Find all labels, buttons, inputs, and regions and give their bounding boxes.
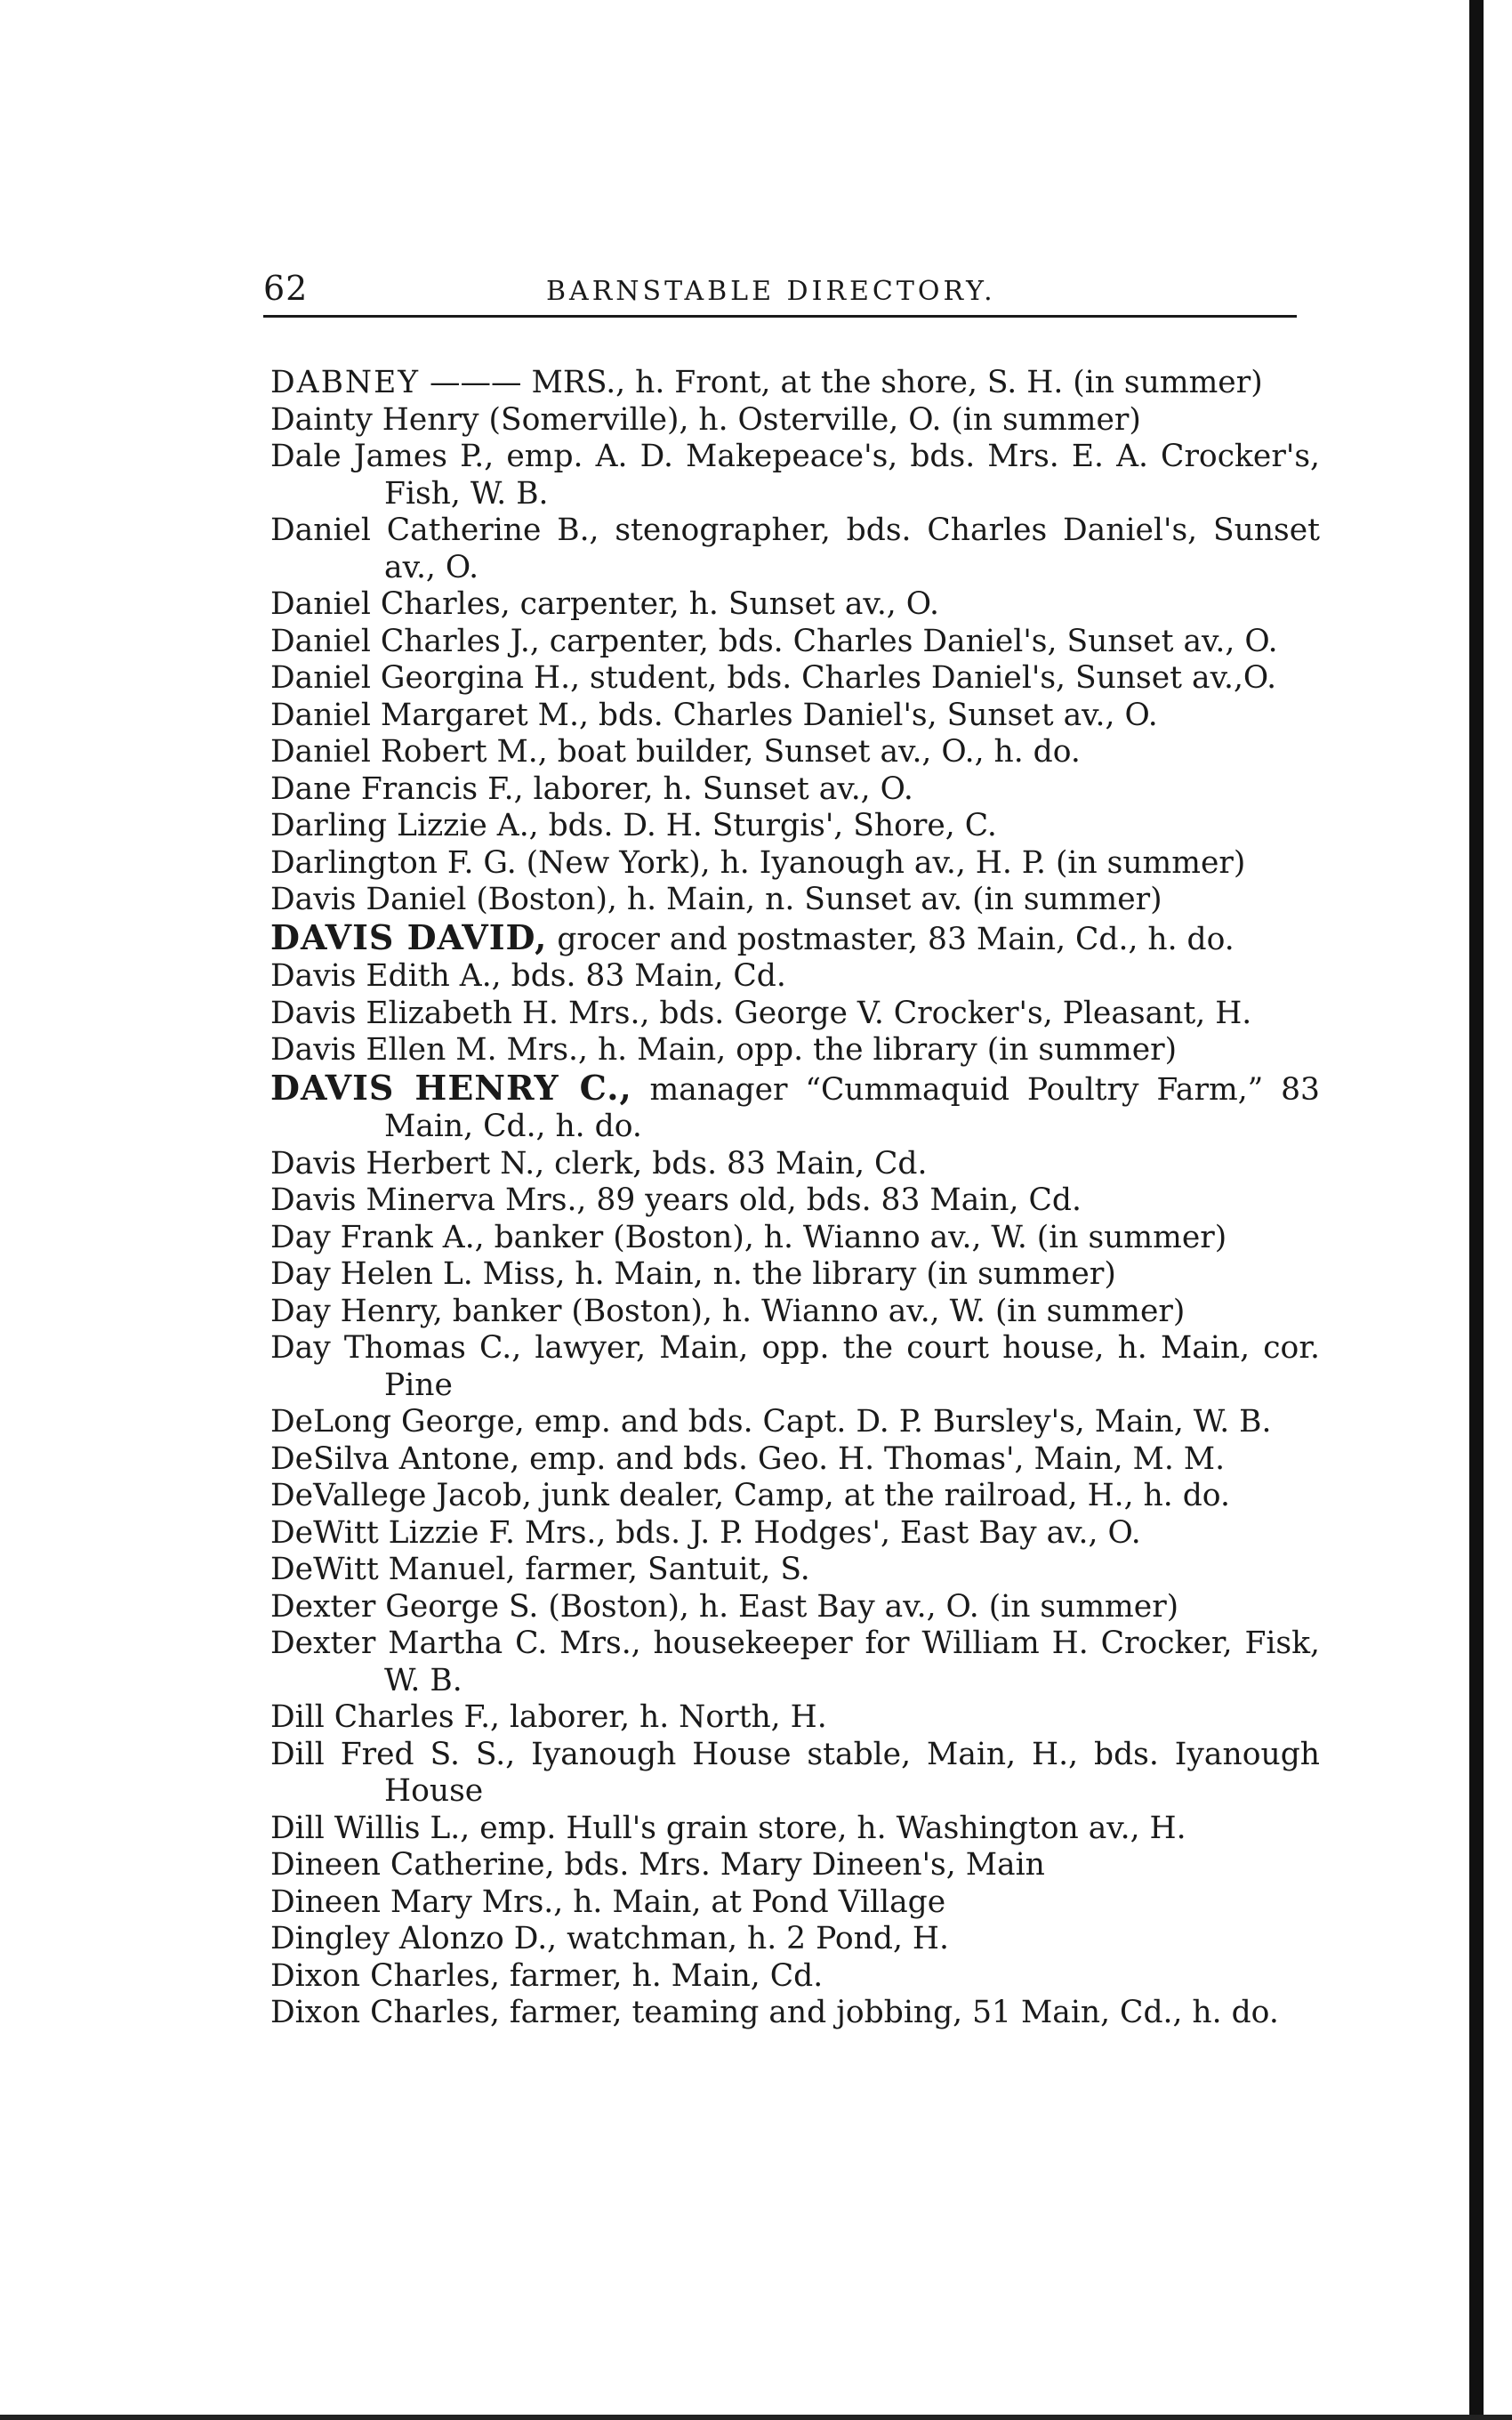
directory-entry bbox=[270, 586, 1320, 624]
scan-border-bottom bbox=[0, 2415, 1512, 2420]
entry-detail: Iyanough House stable, Main, H., bds. Iyanough House bbox=[384, 1736, 1320, 1809]
directory-entry bbox=[270, 1032, 1320, 1069]
header-rule bbox=[263, 315, 1297, 318]
entry-detail: (Boston), h. East Bay av., O. (in summer) bbox=[538, 1588, 1179, 1625]
entry-name: Dill Charles F., bbox=[270, 1699, 501, 1735]
entry-detail: laborer, h. North, H. bbox=[500, 1699, 827, 1735]
directory-entry bbox=[270, 1811, 1320, 1848]
entry-detail: farmer, teaming and jobbing, 51 Main, Cd., h. do. bbox=[499, 1995, 1279, 2030]
entry-detail: carpenter, h. Sunset av., O. bbox=[510, 586, 939, 622]
page-header bbox=[263, 267, 1297, 310]
entry-name: Davis Daniel bbox=[270, 882, 467, 917]
directory-entries bbox=[270, 365, 1320, 2032]
entry-name: DeWitt Manuel, bbox=[270, 1552, 516, 1587]
entry-detail: student, bds. Charles Daniel's, Sunset av.,O. bbox=[580, 660, 1277, 696]
directory-entry bbox=[270, 808, 1320, 845]
entry-name: DAVIS HENRY C., bbox=[270, 1067, 632, 1108]
entry-name: Dineen Catherine, bbox=[270, 1847, 555, 1883]
entry-name: Davis Minerva Mrs., bbox=[270, 1182, 587, 1218]
entry-detail: watchman, h. 2 Pond, H. bbox=[557, 1921, 949, 1956]
directory-entry bbox=[270, 660, 1320, 698]
entry-name: Darlington F. G. bbox=[270, 844, 517, 881]
entry-detail: bds. George V. Crocker's, Pleasant, H. bbox=[649, 995, 1252, 1031]
entry-name: DeVallege Jacob, bbox=[270, 1478, 532, 1513]
entry-detail: bds. J. P. Hodges', East Bay av., O. bbox=[606, 1514, 1141, 1551]
directory-entry bbox=[270, 1404, 1320, 1441]
directory-entry bbox=[270, 1699, 1320, 1737]
directory-entry bbox=[270, 1995, 1320, 2032]
entry-name: Daniel Catherine B., bbox=[270, 512, 599, 548]
entry-detail: h. Main, at Pond Village bbox=[563, 1884, 946, 1920]
directory-entry bbox=[270, 1441, 1320, 1479]
entry-name: Daniel Robert M., bbox=[270, 734, 548, 770]
entry-name: Daniel Charles, bbox=[270, 586, 511, 622]
entry-detail: emp. and bds. Capt. D. P. Bursley's, Main, W. B. bbox=[524, 1404, 1272, 1440]
directory-entry bbox=[270, 1330, 1320, 1404]
entry-name: Dixon Charles, bbox=[270, 1957, 500, 1994]
running-head: BARNSTABLE DIRECTORY. bbox=[546, 276, 996, 307]
entry-detail: bds. 83 Main, Cd. bbox=[501, 958, 786, 994]
entry-name: DeWitt Lizzie F. Mrs., bbox=[270, 1514, 607, 1551]
scan-border-right bbox=[1469, 0, 1484, 2420]
entry-detail: farmer, Santuit, S. bbox=[515, 1552, 810, 1587]
directory-entry bbox=[270, 1625, 1320, 1699]
directory-entry bbox=[270, 1069, 1320, 1146]
directory-entry bbox=[270, 1847, 1320, 1884]
entry-name: DABNEY bbox=[270, 365, 421, 400]
directory-entry bbox=[270, 439, 1320, 512]
entry-detail: laborer, h. Sunset av., O. bbox=[523, 770, 913, 807]
entry-name: Davis Elizabeth H. Mrs., bbox=[270, 995, 650, 1031]
directory-entry bbox=[270, 402, 1320, 440]
directory-entry bbox=[270, 1146, 1320, 1183]
directory-entry bbox=[270, 958, 1320, 996]
entry-name: Dale James P., bbox=[270, 439, 495, 474]
entry-name: Dane Francis F., bbox=[270, 770, 524, 807]
entry-name: Dexter Martha C. Mrs., bbox=[270, 1625, 641, 1661]
directory-entry bbox=[270, 1256, 1320, 1294]
entry-detail: clerk, bds. 83 Main, Cd. bbox=[544, 1145, 928, 1182]
entry-detail: emp. A. D. Makepeace's, bds. Mrs. E. A. Crocker's, Fish, W. B. bbox=[384, 439, 1320, 512]
page-number: 62 bbox=[263, 269, 309, 308]
directory-entry bbox=[270, 916, 1320, 959]
directory-entry bbox=[270, 734, 1320, 771]
entry-detail: emp. and bds. Geo. H. Thomas', Main, M. M. bbox=[519, 1440, 1226, 1477]
entry-detail: bds. D. H. Sturgis', Shore, C. bbox=[538, 808, 997, 843]
entry-detail: (New York), h. Iyanough av., H. P. (in summer) bbox=[516, 844, 1246, 881]
entry-name: DeSilva Antone, bbox=[270, 1440, 520, 1477]
directory-entry bbox=[270, 771, 1320, 809]
entry-detail: (Boston), h. Main, n. Sunset av. (in summer) bbox=[466, 882, 1162, 917]
directory-entry bbox=[270, 1589, 1320, 1626]
entry-detail: h. Main, n. the library (in summer) bbox=[565, 1256, 1116, 1292]
entry-detail: 89 years old, bds. 83 Main, Cd. bbox=[586, 1182, 1082, 1218]
entry-detail: banker (Boston), h. Wianno av., W. (in summer) bbox=[484, 1219, 1227, 1255]
entry-name: Dixon Charles, bbox=[270, 1995, 500, 2030]
directory-entry bbox=[270, 698, 1320, 735]
entry-name: Dainty Henry bbox=[270, 401, 479, 438]
entry-detail: farmer, h. Main, Cd. bbox=[499, 1957, 824, 1994]
entry-name: Dingley Alonzo D., bbox=[270, 1921, 558, 1956]
entry-name: DAVIS DAVID, bbox=[270, 916, 548, 957]
entry-name: Dineen Mary Mrs., bbox=[270, 1884, 564, 1920]
entry-name: Daniel Georgina H., bbox=[270, 660, 581, 696]
entry-name: Davis Ellen M. Mrs., bbox=[270, 1032, 588, 1068]
entry-detail: boat builder, Sunset av., O., h. do. bbox=[547, 734, 1081, 770]
entry-detail: grocer and postmaster, 83 Main, Cd., h. do. bbox=[547, 921, 1235, 957]
directory-entry bbox=[270, 1884, 1320, 1922]
entry-detail: bds. Mrs. Mary Dineen's, Main bbox=[554, 1847, 1045, 1883]
entry-name: Dexter George S. bbox=[270, 1588, 539, 1625]
entry-name: Dill Willis L., bbox=[270, 1810, 470, 1846]
entry-detail: housekeeper for William H. Crocker, Fisk, W. B. bbox=[384, 1625, 1320, 1698]
entry-name: Day Frank A., bbox=[270, 1219, 485, 1255]
entry-detail: h. Main, opp. the library (in summer) bbox=[588, 1032, 1178, 1068]
directory-entry bbox=[270, 1294, 1320, 1331]
entry-detail: stenographer, bds. Charles Daniel's, Sunset av., O. bbox=[384, 512, 1321, 585]
directory-entry bbox=[270, 624, 1320, 661]
entry-name: Day Thomas C., bbox=[270, 1330, 522, 1366]
entry-name: Davis Herbert N., bbox=[270, 1145, 545, 1182]
directory-entry bbox=[270, 882, 1320, 919]
entry-name: Daniel Charles J., bbox=[270, 623, 540, 659]
entry-detail: carpenter, bds. Charles Daniel's, Sunset av., O. bbox=[539, 623, 1278, 659]
entry-name: Darling Lizzie A., bbox=[270, 808, 539, 843]
directory-entry bbox=[270, 1182, 1320, 1220]
entry-detail: emp. Hull's grain store, h. Washington av., H. bbox=[470, 1810, 1186, 1846]
entry-name: DeLong George, bbox=[270, 1404, 525, 1440]
entry-detail: bds. Charles Daniel's, Sunset av., O. bbox=[588, 697, 1158, 733]
directory-entry bbox=[270, 512, 1320, 586]
entry-detail: lawyer, Main, opp. the court house, h. Main, cor. Pine bbox=[384, 1330, 1320, 1403]
directory-entry bbox=[270, 1478, 1320, 1515]
entry-detail: junk dealer, Camp, at the railroad, H., h. do. bbox=[531, 1478, 1230, 1513]
directory-entry bbox=[270, 845, 1320, 883]
directory-entry bbox=[270, 1515, 1320, 1553]
directory-entry bbox=[270, 1737, 1320, 1811]
directory-entry bbox=[270, 365, 1320, 402]
directory-entry bbox=[270, 1958, 1320, 1996]
entry-detail: banker (Boston), h. Wianno av., W. (in summer) bbox=[442, 1293, 1186, 1329]
entry-name: Day Henry, bbox=[270, 1293, 443, 1329]
directory-entry bbox=[270, 1552, 1320, 1589]
entry-name: Daniel Margaret M., bbox=[270, 697, 589, 733]
directory-entry bbox=[270, 1921, 1320, 1958]
entry-detail: manager “Cummaquid Poultry Farm,” 83 Main, Cd., h. do. bbox=[384, 1071, 1320, 1144]
entry-name: Dill Fred S. S., bbox=[270, 1736, 516, 1772]
entry-name: Day Helen L. Miss, bbox=[270, 1256, 566, 1292]
entry-name: Davis Edith A., bbox=[270, 958, 502, 994]
directory-entry bbox=[270, 996, 1320, 1033]
directory-entry bbox=[270, 1220, 1320, 1257]
entry-detail: (Somerville), h. Osterville, O. (in summer) bbox=[479, 401, 1141, 438]
entry-detail: ——— MRS., h. Front, at the shore, S. H. (in summer) bbox=[420, 365, 1263, 400]
